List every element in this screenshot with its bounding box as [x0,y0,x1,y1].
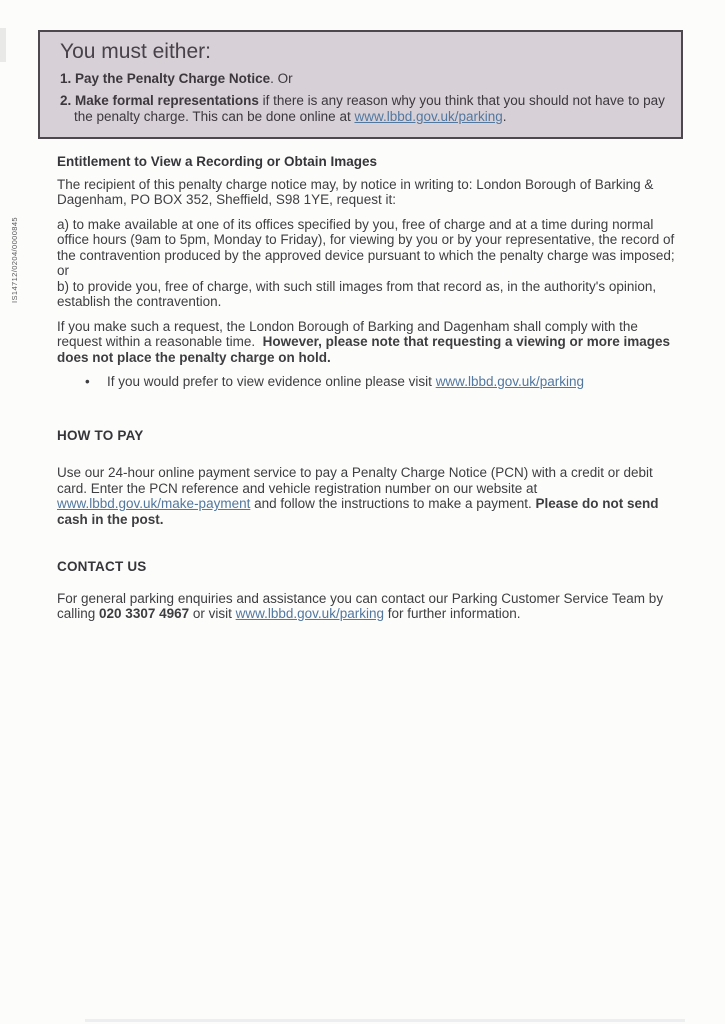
contact-mid-text: or visit [189,606,236,621]
parking-website-link[interactable]: www.lbbd.gov.uk/parking [354,109,503,124]
representations-mid-text: if there is any reason why you think that you should not have to pay the penalty charge. This can be done online at [74,93,665,124]
scan-artifact-top [0,28,6,62]
view-evidence-text: If you would prefer to view evidence online please visit [107,374,436,389]
how-to-pay-paragraph [57,465,675,527]
how-to-pay-heading: HOW TO PAY [57,427,144,443]
pay-mid-text: and follow the instructions to make a payment. [250,496,536,511]
parking-website-link[interactable]: www.lbbd.gov.uk/parking [435,374,585,389]
scan-artifact-bottom [85,1019,685,1022]
contact-intro-text: For general parking enquiries and assistance you can contact our Parking Customer Service Team by calling [57,590,664,621]
entitlement-option-b: b) to provide you, free of charge, with such still images from that record as, in the authority's opinion, establish the contravention. [57,278,657,309]
pay-intro-text: Use our 24-hour online payment service to pay a Penalty Charge Notice (PCN) with a credit or debit card. Enter the PCN reference and vehicle registration number on our website at [57,465,653,496]
option-number: 1. [60,71,72,86]
bullet-icon: • [85,374,90,389]
representations-end-text: . [502,109,507,124]
pay-option-rest-text: . Or [270,71,293,86]
view-evidence-bullet [85,374,675,390]
request-normal-text: If you make such a request, the London Borough of Barking and Dagenham shall comply with the request within a reasonable time. [57,318,638,349]
notice-option-pay [50,71,667,87]
document-reference-code: IS14712/0204/0000845 [10,217,19,303]
entitlement-request-paragraph [57,319,675,366]
option-number: 2. [60,93,72,108]
contact-us-paragraph [57,591,675,622]
notice-box-title: You must either: [60,40,211,63]
you-must-either-box [38,30,683,139]
phone-number: 020 3307 4967 [99,606,190,621]
entitlement-intro-paragraph: The recipient of this penalty charge notice may, by notice in writing to: London Borough of Barking & Dagenham, PO BOX 352, Sheffield, S98 1YE, request it: [57,176,654,207]
pay-option-bold-text: Pay the Penalty Charge Notice [75,71,271,86]
entitlement-options-block [57,217,675,310]
representations-bold-text: Make formal representations [75,93,259,108]
make-payment-link[interactable]: www.lbbd.gov.uk/make-payment [57,496,251,511]
no-cash-bold-text: Please do not send cash in the post. [57,496,659,527]
entitlement-section-heading: Entitlement to View a Recording or Obtain Images [57,154,378,169]
bullet-text-line [107,374,584,390]
parking-website-link[interactable]: www.lbbd.gov.uk/parking [235,606,384,621]
request-bold-warning: However, please note that requesting a viewing or more images does not place the penalty charge on hold. [57,334,670,365]
notice-option-representations [50,93,667,125]
entitlement-option-a: a) to make available at one of its offices specified by you, free of charge and at a time during normal office hours (9am to 5pm, Monday to Friday), for viewing by you or by your representative, the record of the contravention produced by the approved device pursuant to which the penalty charge was imposed; or [57,216,675,278]
contact-end-text: for further information. [383,606,521,621]
letter-body [57,154,675,622]
contact-us-heading: CONTACT US [57,559,147,574]
